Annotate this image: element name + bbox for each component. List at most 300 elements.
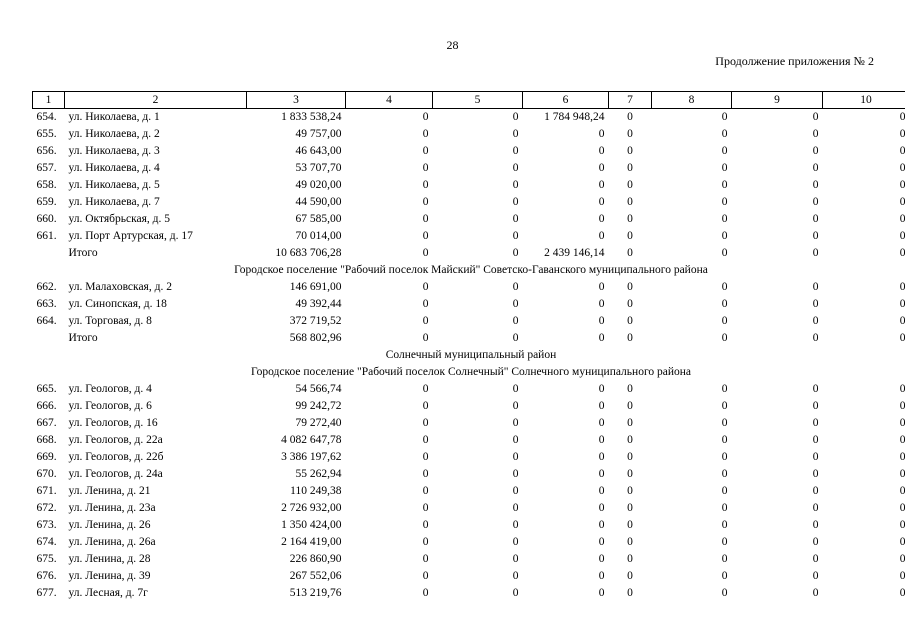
row-number <box>33 330 65 347</box>
value-cell: 0 <box>721 570 728 582</box>
value-cell: 0 <box>721 383 728 395</box>
value-cell: 0 <box>422 213 429 225</box>
value-cell: 0 <box>812 298 819 310</box>
row-number: 658. <box>36 179 57 191</box>
value-cell: 0 <box>598 213 605 225</box>
address-cell: ул. Николаева, д. 4 <box>68 162 160 174</box>
value-cell: 0 <box>899 247 905 259</box>
value-cell: 0 <box>512 332 519 344</box>
address-cell: Итого <box>68 332 98 344</box>
value-cell: 0 <box>812 145 819 157</box>
page-number: 28 <box>446 38 459 52</box>
value-cell: 0 <box>627 570 633 582</box>
address-cell: ул. Малаховская, д. 2 <box>68 281 172 293</box>
table-row <box>33 415 905 432</box>
value-cell: 0 <box>899 162 905 174</box>
value-cell: 267 552,06 <box>289 570 342 582</box>
column-number-header-row <box>33 92 905 109</box>
value-cell: 0 <box>899 553 905 565</box>
value-cell: 0 <box>721 281 728 293</box>
row-number: 671. <box>36 485 57 497</box>
address-cell: ул. Николаева, д. 7 <box>68 196 160 208</box>
value-cell: 0 <box>422 485 429 497</box>
table-row <box>33 228 905 245</box>
value-cell: 0 <box>627 281 633 293</box>
value-cell: 0 <box>812 383 819 395</box>
value-cell: 0 <box>512 213 519 225</box>
value-cell: 0 <box>512 196 519 208</box>
value-cell: 110 249,38 <box>290 485 342 497</box>
value-cell: 0 <box>512 570 519 582</box>
value-cell: 372 719,52 <box>289 315 342 327</box>
value-cell: 79 272,40 <box>295 417 342 429</box>
value-cell: 0 <box>899 128 905 140</box>
value-cell: 0 <box>598 400 605 412</box>
value-cell: 0 <box>627 383 633 395</box>
address-cell: ул. Геологов, д. 6 <box>68 400 152 412</box>
value-cell: 0 <box>721 298 728 310</box>
table-row <box>33 483 905 500</box>
value-cell: 0 <box>721 247 728 259</box>
value-cell: 0 <box>812 468 819 480</box>
value-cell: 0 <box>598 128 605 140</box>
value-cell: 146 691,00 <box>289 281 342 293</box>
value-cell: 0 <box>721 162 728 174</box>
value-cell: 0 <box>812 111 819 123</box>
value-cell: 0 <box>812 570 819 582</box>
value-cell: 0 <box>422 468 429 480</box>
value-cell: 0 <box>627 332 633 344</box>
row-number: 675. <box>36 553 57 565</box>
value-cell: 0 <box>899 570 905 582</box>
address-cell: ул. Геологов, д. 22а <box>68 434 163 446</box>
address-cell: Итого <box>68 247 98 259</box>
header-cell: 8 <box>652 92 732 109</box>
value-cell: 0 <box>512 162 519 174</box>
value-cell: 0 <box>512 111 519 123</box>
value-cell: 0 <box>598 485 605 497</box>
value-cell: 0 <box>422 230 429 242</box>
value-cell: 49 392,44 <box>295 298 342 310</box>
value-cell: 0 <box>899 451 905 463</box>
value-cell: 0 <box>512 502 519 514</box>
row-number <box>33 245 65 262</box>
value-cell: 0 <box>812 400 819 412</box>
appendix-table <box>32 91 905 602</box>
value-cell: 0 <box>422 400 429 412</box>
value-cell: 0 <box>899 400 905 412</box>
section-heading: Городское поселение "Рабочий поселок Солнечный" Солнечного муниципального района <box>250 366 692 378</box>
value-cell: 0 <box>422 315 429 327</box>
value-cell: 0 <box>422 162 429 174</box>
value-cell: 0 <box>598 502 605 514</box>
value-cell: 0 <box>899 111 905 123</box>
value-cell: 0 <box>899 196 905 208</box>
value-cell: 0 <box>422 128 429 140</box>
value-cell: 0 <box>899 383 905 395</box>
value-cell: 0 <box>899 417 905 429</box>
section-heading-row <box>33 364 905 381</box>
value-cell: 0 <box>512 536 519 548</box>
value-cell: 0 <box>512 417 519 429</box>
value-cell: 0 <box>627 111 633 123</box>
row-number: 664. <box>36 315 57 327</box>
value-cell: 0 <box>627 315 633 327</box>
address-cell: ул. Геологов, д. 16 <box>68 417 158 429</box>
table-row <box>33 432 905 449</box>
value-cell: 49 020,00 <box>295 179 342 191</box>
value-cell: 0 <box>512 230 519 242</box>
value-cell: 0 <box>812 451 819 463</box>
value-cell: 0 <box>899 519 905 531</box>
value-cell: 0 <box>627 128 633 140</box>
value-cell: 0 <box>899 468 905 480</box>
table-row <box>33 551 905 568</box>
value-cell: 0 <box>812 247 819 259</box>
value-cell: 0 <box>598 536 605 548</box>
table-row <box>33 279 905 296</box>
table-row <box>33 466 905 483</box>
value-cell: 0 <box>899 179 905 191</box>
row-number: 669. <box>36 451 57 463</box>
value-cell: 0 <box>721 434 728 446</box>
value-cell: 1 833 538,24 <box>281 111 342 123</box>
row-number: 663. <box>36 298 57 310</box>
value-cell: 0 <box>512 315 519 327</box>
value-cell: 1 784 948,24 <box>544 111 605 123</box>
value-cell: 0 <box>422 519 429 531</box>
value-cell: 0 <box>899 213 905 225</box>
table-row <box>33 381 905 398</box>
header-cell: 5 <box>433 92 523 109</box>
header-cell: 10 <box>823 92 905 109</box>
row-number: 654. <box>36 111 57 123</box>
value-cell: 0 <box>598 587 605 599</box>
value-cell: 0 <box>598 145 605 157</box>
row-number: 667. <box>36 417 57 429</box>
value-cell: 0 <box>512 519 519 531</box>
table-row <box>33 143 905 160</box>
value-cell: 0 <box>721 332 728 344</box>
table-row <box>33 534 905 551</box>
value-cell: 0 <box>627 587 633 599</box>
value-cell: 0 <box>721 145 728 157</box>
row-number: 656. <box>36 145 57 157</box>
appendix-continuation-note: Продолжение приложения № 2 <box>715 54 874 68</box>
value-cell: 0 <box>627 485 633 497</box>
table-row <box>33 585 905 602</box>
value-cell: 0 <box>422 179 429 191</box>
value-cell: 0 <box>812 315 819 327</box>
address-cell: ул. Ленина, д. 26а <box>68 536 156 548</box>
value-cell: 0 <box>721 519 728 531</box>
value-cell: 0 <box>812 519 819 531</box>
table-row <box>33 398 905 415</box>
value-cell: 513 219,76 <box>289 587 342 599</box>
value-cell: 0 <box>422 281 429 293</box>
value-cell: 0 <box>598 230 605 242</box>
value-cell: 0 <box>512 553 519 565</box>
value-cell: 0 <box>512 281 519 293</box>
value-cell: 0 <box>899 145 905 157</box>
address-cell: ул. Николаева, д. 5 <box>68 179 160 191</box>
value-cell: 0 <box>422 111 429 123</box>
header-cell: 1 <box>33 92 65 109</box>
value-cell: 0 <box>627 162 633 174</box>
table-row <box>33 109 905 127</box>
table-body <box>33 109 905 603</box>
value-cell: 0 <box>598 570 605 582</box>
value-cell: 70 014,00 <box>295 230 342 242</box>
value-cell: 0 <box>422 417 429 429</box>
address-cell: ул. Торговая, д. 8 <box>68 315 152 327</box>
value-cell: 0 <box>512 434 519 446</box>
value-cell: 0 <box>899 230 905 242</box>
value-cell: 53 707,70 <box>295 162 342 174</box>
value-cell: 0 <box>598 179 605 191</box>
value-cell: 0 <box>598 383 605 395</box>
value-cell: 0 <box>627 519 633 531</box>
value-cell: 0 <box>899 281 905 293</box>
value-cell: 0 <box>598 298 605 310</box>
table-row <box>33 177 905 194</box>
row-number: 665. <box>36 383 57 395</box>
value-cell: 0 <box>627 417 633 429</box>
value-cell: 0 <box>512 587 519 599</box>
value-cell: 0 <box>899 298 905 310</box>
value-cell: 0 <box>812 128 819 140</box>
value-cell: 0 <box>598 519 605 531</box>
value-cell: 0 <box>422 587 429 599</box>
row-number: 659. <box>36 196 57 208</box>
value-cell: 67 585,00 <box>295 213 342 225</box>
value-cell: 0 <box>721 315 728 327</box>
value-cell: 0 <box>627 451 633 463</box>
table-row <box>33 194 905 211</box>
value-cell: 226 860,90 <box>289 553 342 565</box>
address-cell: ул. Николаева, д. 2 <box>68 128 160 140</box>
value-cell: 0 <box>422 553 429 565</box>
total-row <box>33 330 905 347</box>
address-cell: ул. Николаева, д. 1 <box>68 111 160 123</box>
value-cell: 0 <box>721 111 728 123</box>
value-cell: 0 <box>627 247 633 259</box>
value-cell: 0 <box>512 485 519 497</box>
value-cell: 0 <box>598 417 605 429</box>
value-cell: 0 <box>512 298 519 310</box>
value-cell: 0 <box>627 536 633 548</box>
value-cell: 0 <box>812 502 819 514</box>
header-cell: 2 <box>65 92 247 109</box>
header-cell: 9 <box>732 92 823 109</box>
address-cell: ул. Ленина, д. 23а <box>68 502 156 514</box>
value-cell: 0 <box>627 145 633 157</box>
value-cell: 0 <box>721 587 728 599</box>
value-cell: 55 262,94 <box>295 468 342 480</box>
value-cell: 0 <box>812 162 819 174</box>
value-cell: 44 590,00 <box>295 196 342 208</box>
table-row <box>33 211 905 228</box>
address-cell: ул. Геологов, д. 22б <box>68 451 164 463</box>
value-cell: 0 <box>512 128 519 140</box>
value-cell: 0 <box>627 196 633 208</box>
value-cell: 0 <box>812 281 819 293</box>
address-cell: ул. Ленина, д. 26 <box>68 519 151 531</box>
row-number: 677. <box>36 587 57 599</box>
value-cell: 2 439 146,14 <box>544 247 605 259</box>
value-cell: 568 802,96 <box>289 332 342 344</box>
header-cell: 3 <box>247 92 346 109</box>
value-cell: 49 757,00 <box>295 128 342 140</box>
value-cell: 0 <box>627 179 633 191</box>
address-cell: ул. Николаева, д. 3 <box>68 145 160 157</box>
row-number: 657. <box>36 162 57 174</box>
value-cell: 0 <box>899 332 905 344</box>
value-cell: 0 <box>422 570 429 582</box>
value-cell: 0 <box>422 451 429 463</box>
value-cell: 1 350 424,00 <box>281 519 342 531</box>
table-row <box>33 449 905 466</box>
value-cell: 0 <box>721 230 728 242</box>
value-cell: 0 <box>422 332 429 344</box>
value-cell: 0 <box>598 451 605 463</box>
row-number: 655. <box>36 128 57 140</box>
value-cell: 0 <box>812 332 819 344</box>
value-cell: 0 <box>422 383 429 395</box>
value-cell: 0 <box>721 179 728 191</box>
value-cell: 0 <box>899 434 905 446</box>
value-cell: 0 <box>422 298 429 310</box>
row-number: 660. <box>36 213 57 225</box>
value-cell: 0 <box>598 281 605 293</box>
value-cell: 0 <box>721 485 728 497</box>
value-cell: 0 <box>627 230 633 242</box>
table-row <box>33 126 905 143</box>
table-row <box>33 160 905 177</box>
value-cell: 0 <box>812 213 819 225</box>
value-cell: 0 <box>422 502 429 514</box>
value-cell: 0 <box>899 536 905 548</box>
section-heading: Солнечный муниципальный район <box>385 349 557 361</box>
value-cell: 0 <box>812 434 819 446</box>
value-cell: 0 <box>721 400 728 412</box>
value-cell: 99 242,72 <box>295 400 342 412</box>
total-row <box>33 245 905 262</box>
value-cell: 0 <box>812 587 819 599</box>
value-cell: 0 <box>512 145 519 157</box>
header-cell: 4 <box>346 92 433 109</box>
value-cell: 0 <box>422 145 429 157</box>
section-heading-row <box>33 262 905 279</box>
value-cell: 0 <box>627 502 633 514</box>
value-cell: 0 <box>422 247 429 259</box>
value-cell: 0 <box>899 587 905 599</box>
row-number: 670. <box>36 468 57 480</box>
value-cell: 2 726 932,00 <box>281 502 342 514</box>
value-cell: 0 <box>598 468 605 480</box>
address-cell: ул. Синопская, д. 18 <box>68 298 167 310</box>
value-cell: 0 <box>598 553 605 565</box>
value-cell: 0 <box>512 451 519 463</box>
value-cell: 0 <box>812 553 819 565</box>
address-cell: ул. Ленина, д. 39 <box>68 570 151 582</box>
value-cell: 0 <box>627 213 633 225</box>
value-cell: 54 566,74 <box>295 383 342 395</box>
value-cell: 0 <box>512 179 519 191</box>
value-cell: 0 <box>598 434 605 446</box>
value-cell: 0 <box>512 468 519 480</box>
value-cell: 0 <box>721 196 728 208</box>
value-cell: 4 082 647,78 <box>281 434 342 446</box>
value-cell: 0 <box>627 553 633 565</box>
value-cell: 0 <box>812 485 819 497</box>
row-number: 668. <box>36 434 57 446</box>
value-cell: 0 <box>721 128 728 140</box>
value-cell: 0 <box>627 468 633 480</box>
value-cell: 0 <box>721 451 728 463</box>
value-cell: 0 <box>721 213 728 225</box>
value-cell: 0 <box>812 196 819 208</box>
row-number: 672. <box>36 502 57 514</box>
table-row <box>33 313 905 330</box>
address-cell: ул. Октябрьская, д. 5 <box>68 213 170 225</box>
header-cell: 7 <box>609 92 652 109</box>
value-cell: 0 <box>627 298 633 310</box>
value-cell: 0 <box>512 400 519 412</box>
value-cell: 0 <box>721 502 728 514</box>
value-cell: 0 <box>721 417 728 429</box>
value-cell: 0 <box>721 553 728 565</box>
value-cell: 0 <box>627 434 633 446</box>
value-cell: 0 <box>899 315 905 327</box>
address-cell: ул. Геологов, д. 24а <box>68 468 163 480</box>
table-row <box>33 568 905 585</box>
value-cell: 0 <box>598 332 605 344</box>
row-number: 673. <box>36 519 57 531</box>
value-cell: 10 683 706,28 <box>275 247 342 259</box>
row-number: 662. <box>36 281 57 293</box>
value-cell: 0 <box>721 468 728 480</box>
value-cell: 0 <box>598 196 605 208</box>
value-cell: 46 643,00 <box>295 145 342 157</box>
value-cell: 0 <box>627 400 633 412</box>
value-cell: 0 <box>721 536 728 548</box>
table-row <box>33 500 905 517</box>
value-cell: 0 <box>812 536 819 548</box>
section-heading-row <box>33 347 905 364</box>
row-number: 666. <box>36 400 57 412</box>
value-cell: 0 <box>812 230 819 242</box>
value-cell: 0 <box>598 162 605 174</box>
value-cell: 0 <box>899 485 905 497</box>
value-cell: 2 164 419,00 <box>281 536 342 548</box>
address-cell: ул. Ленина, д. 28 <box>68 553 151 565</box>
value-cell: 0 <box>512 383 519 395</box>
row-number: 674. <box>36 536 57 548</box>
value-cell: 0 <box>598 315 605 327</box>
value-cell: 3 386 197,62 <box>281 451 342 463</box>
header-cell: 6 <box>523 92 609 109</box>
value-cell: 0 <box>422 434 429 446</box>
address-cell: ул. Порт Артурская, д. 17 <box>68 230 193 242</box>
value-cell: 0 <box>899 502 905 514</box>
address-cell: ул. Ленина, д. 21 <box>68 485 151 497</box>
value-cell: 0 <box>812 179 819 191</box>
value-cell: 0 <box>422 536 429 548</box>
address-cell: ул. Лесная, д. 7г <box>68 587 148 599</box>
value-cell: 0 <box>422 196 429 208</box>
address-cell: ул. Геологов, д. 4 <box>68 383 152 395</box>
